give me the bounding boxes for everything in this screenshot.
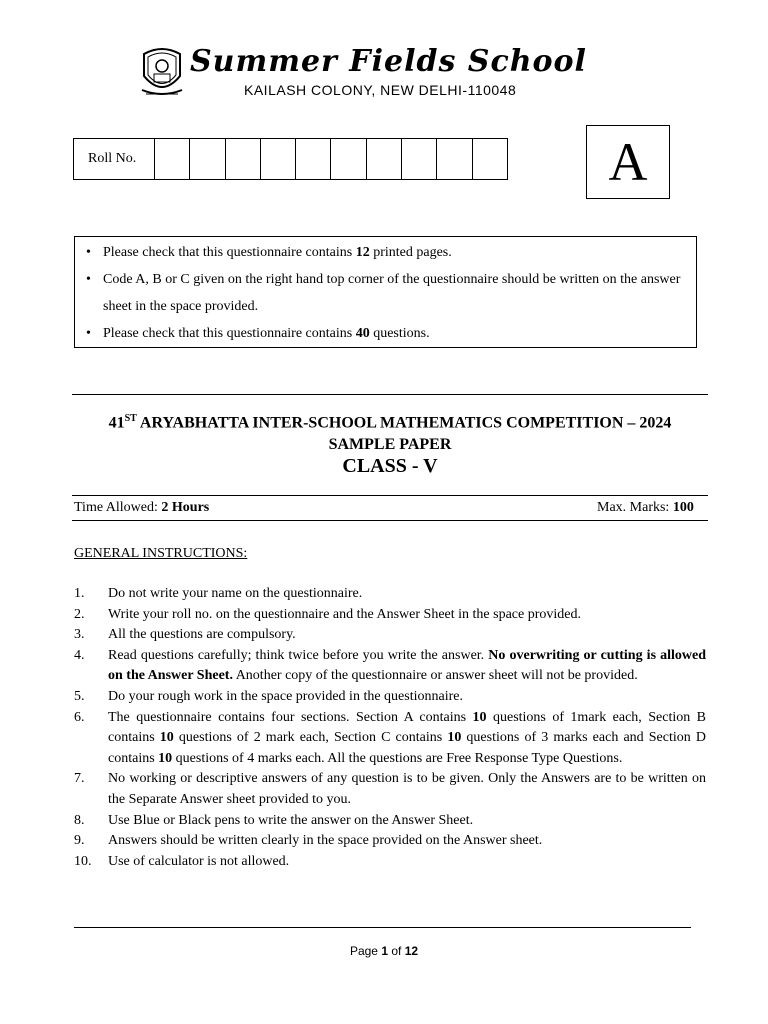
instruction-text: No working or descriptive answers of any question is to be given. Only the Answers are to be written on the Separate Answer sheet provided to you. [108, 771, 706, 807]
instruction-text: All the questions are compulsory. [108, 627, 296, 643]
instruction-number: 10. [74, 853, 92, 869]
instruction-text: Write your roll no. on the questionnaire and the Answer Sheet in the space provided. [108, 606, 581, 622]
instruction-number: 6. [74, 709, 85, 725]
class-label: CLASS - V [342, 455, 438, 477]
instruction-item [74, 831, 706, 852]
roll-number-grid [73, 138, 508, 180]
roll-number-label: Roll No. [74, 139, 155, 179]
instruction-number: 8. [74, 812, 85, 828]
roll-number-cell[interactable] [190, 139, 225, 179]
check-instructions-box [74, 236, 697, 348]
instruction-number: 3. [74, 627, 85, 643]
instruction-item [74, 687, 706, 708]
instruction-item [74, 852, 706, 873]
check-item: • Code A, B or C given on the right hand top corner of the questionnaire should be written on the answer sheet in the space provided. [83, 266, 686, 320]
instruction-text: Do not write your name on the questionnaire. [108, 586, 363, 601]
instruction-item [74, 811, 706, 832]
page-footer: Page 1 of 12 [349, 944, 419, 958]
divider [72, 520, 708, 521]
instruction-text: Use Blue or Black pens to write the answer on the Answer Sheet. [108, 812, 474, 828]
roll-number-cell[interactable] [331, 139, 366, 179]
school-crest-logo [140, 46, 184, 98]
competition-title: 41ST ARYABHATTA INTER-SCHOOL MATHEMATICS COMPETITION – 2024 [108, 413, 672, 432]
roll-number-cell[interactable] [367, 139, 402, 179]
time-allowed: Time Allowed: 2 Hours [74, 500, 210, 515]
roll-number-cell[interactable] [155, 139, 190, 179]
paper-code-box: A [586, 125, 670, 199]
instruction-number: 4. [74, 647, 85, 663]
general-instructions-list [74, 584, 706, 872]
max-marks: Max. Marks: 100 [597, 500, 694, 515]
instruction-number: 5. [74, 688, 85, 704]
instruction-number: 2. [74, 606, 85, 622]
instruction-number: 9. [74, 833, 85, 849]
instruction-item [74, 769, 706, 810]
instruction-text: Answers should be written clearly in the space provided on the Answer sheet. [108, 833, 543, 849]
school-address: KAILASH COLONY, NEW DELHI-110048 [244, 82, 517, 98]
roll-number-cell[interactable] [296, 139, 331, 179]
instruction-item [74, 646, 706, 687]
instruction-text: Use of calculator is not allowed. [108, 853, 290, 869]
roll-number-cell[interactable] [473, 139, 507, 179]
instruction-number: 1. [74, 586, 85, 601]
instruction-item [74, 605, 706, 626]
check-item: • Please check that this questionnaire contains 12 printed pages. [83, 239, 686, 266]
instruction-item [74, 708, 706, 770]
instruction-text: Read questions carefully; think twice before you write the answer. No overwriting or cutting is allowed on the Answer Sheet. Another copy of the questionnaire or answer sheet will not be provided. [108, 647, 707, 684]
instruction-item [74, 625, 706, 646]
check-item: • Please check that this questionnaire contains 40 questions. [83, 320, 686, 347]
paper-subtitle: SAMPLE PAPER [328, 436, 452, 453]
roll-number-cell[interactable] [226, 139, 261, 179]
bottom-rule [74, 927, 691, 928]
roll-number-cell[interactable] [402, 139, 437, 179]
instruction-text: The questionnaire contains four sections. Section A contains 10 questions of 1mark each, Section B contains 10 questions of 2 mark each, Section C contains 10 questions of 3 marks each and Section D contains 10 questions of 4 marks each. All the questions are Free Response Type Questions. [108, 709, 707, 766]
divider [72, 394, 708, 395]
general-instructions-heading: GENERAL INSTRUCTIONS: [74, 546, 248, 561]
roll-number-cell[interactable] [261, 139, 296, 179]
divider [72, 495, 708, 496]
instruction-text: Do your rough work in the space provided in the questionnaire. [108, 688, 463, 704]
school-name: Summer Fields School [190, 44, 587, 79]
roll-number-cell[interactable] [437, 139, 472, 179]
instruction-number: 7. [74, 771, 85, 787]
instruction-item [74, 584, 706, 605]
